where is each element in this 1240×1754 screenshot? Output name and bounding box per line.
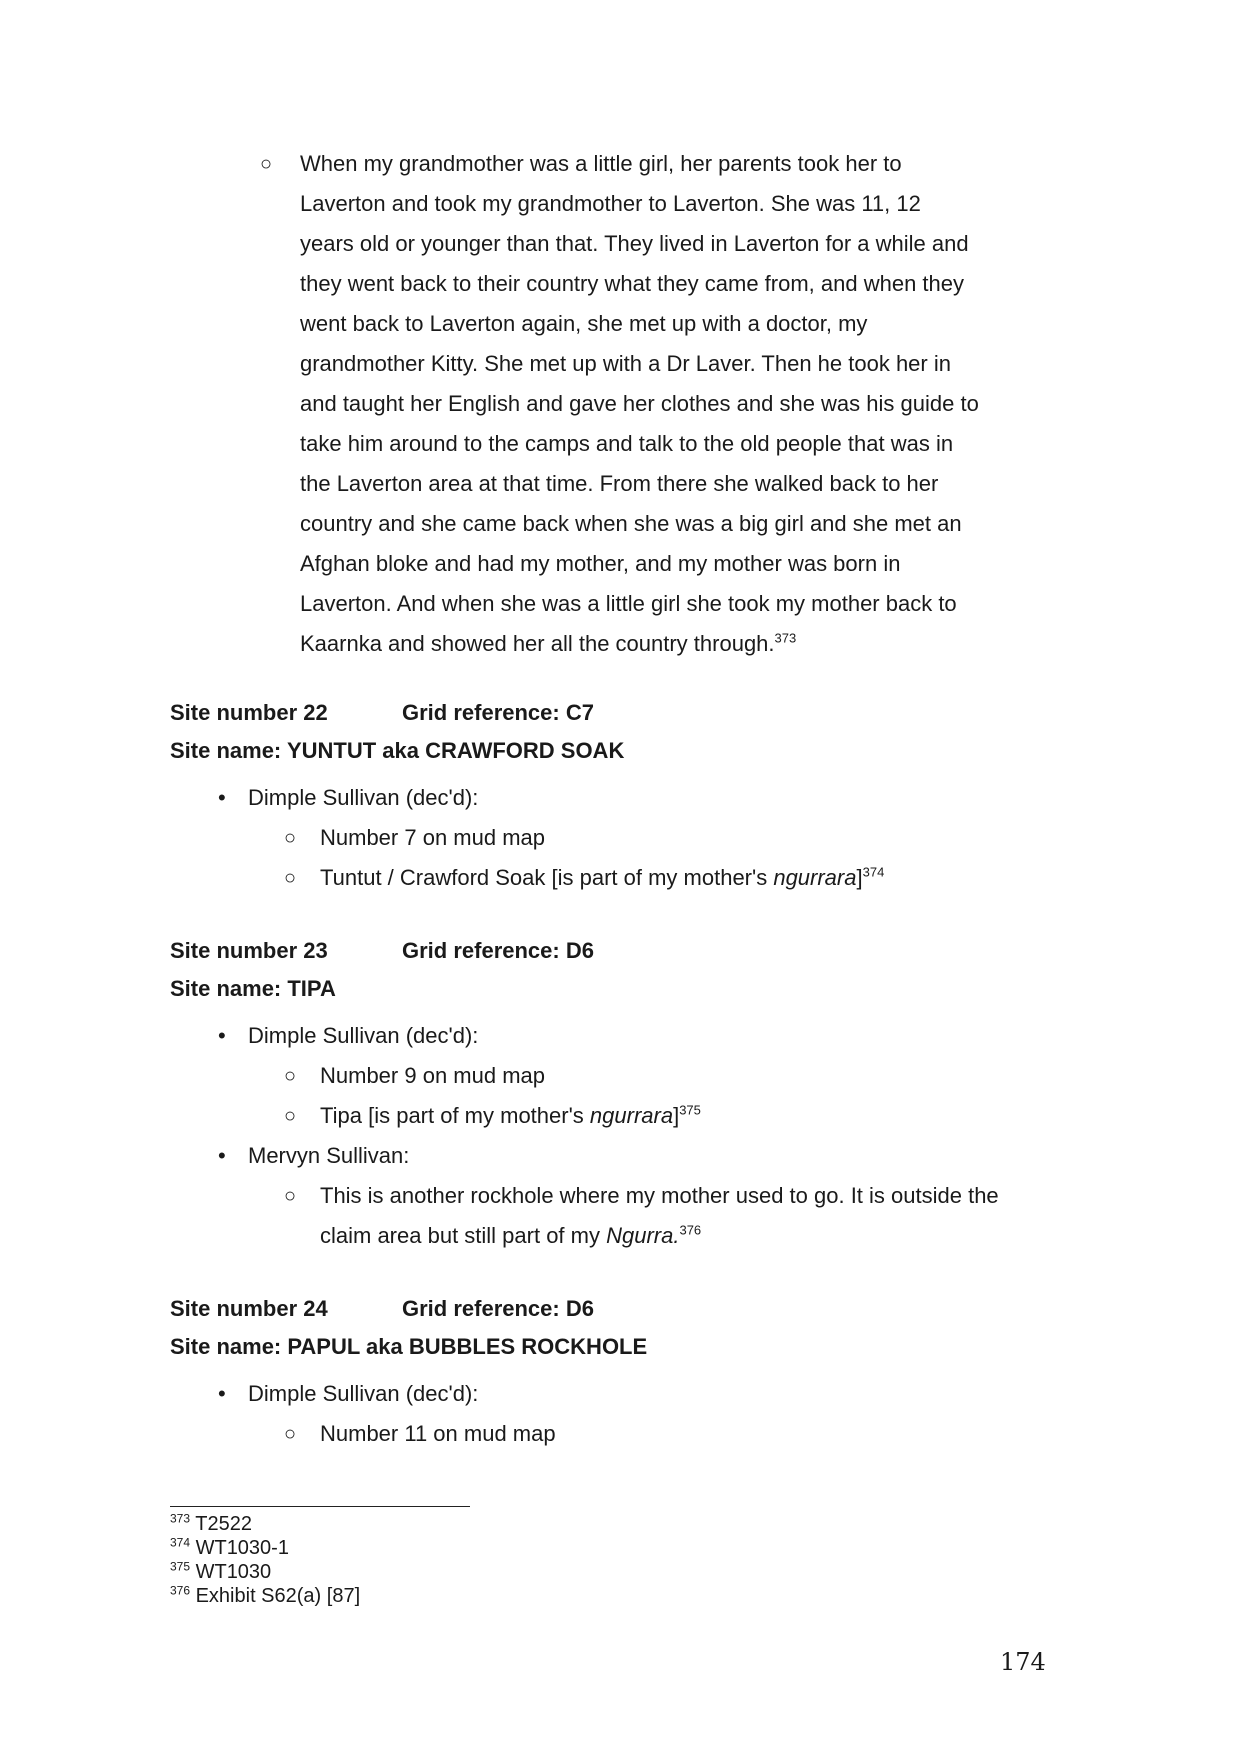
quote-line: the Laverton area at that time. From there she walked back to her: [300, 471, 939, 496]
statement-close: ]: [856, 865, 863, 890]
bullet-icon: •: [218, 1381, 226, 1406]
site-block-22: [170, 700, 1070, 898]
quote-line: country and she came back when she was a big girl and she met an: [300, 511, 962, 536]
site-heading: [170, 1296, 1070, 1334]
speaker-name: Dimple Sullivan (dec'd):: [248, 785, 479, 810]
hollow-bullet-icon: ○: [260, 153, 273, 175]
quote-line: they went back to their country what they came from, and when they: [300, 271, 965, 296]
site-block-23: [170, 938, 1070, 1256]
footnote-number: 376: [170, 1583, 191, 1598]
footnote: [170, 1560, 360, 1584]
italic-term: ngurrara: [589, 1103, 674, 1128]
hollow-bullet-icon: ○: [284, 827, 297, 849]
quote-line: Laverton and took my grandmother to Laverton. She was 11, 12: [300, 191, 921, 216]
hollow-bullet-icon: ○: [284, 1065, 297, 1087]
bullet-icon: •: [218, 1143, 226, 1168]
footnote-text: WT1030: [195, 1561, 272, 1583]
italic-term: ngurrara: [773, 865, 857, 890]
grid-reference: Grid reference: D6: [402, 938, 594, 963]
statement-text: Number 9 on mud map: [320, 1063, 545, 1088]
footnote: [170, 1584, 360, 1608]
footnote: [170, 1512, 360, 1536]
quote-line: take him around to the camps and talk to the old people that was in: [300, 431, 954, 456]
speaker-name: Mervyn Sullivan:: [248, 1143, 410, 1168]
footnote-divider: [170, 1506, 470, 1507]
footnote-text: Exhibit S62(a) [87]: [195, 1585, 361, 1607]
hollow-bullet-icon: ○: [284, 867, 297, 889]
grid-reference: Grid reference: D6: [402, 1296, 594, 1321]
site-name: Site name: PAPUL aka BUBBLES ROCKHOLE: [170, 1334, 648, 1359]
footnote-number: 373: [170, 1511, 191, 1526]
statement-text: Number 11 on mud map: [320, 1421, 556, 1446]
footnote-number: 375: [170, 1559, 191, 1574]
hollow-bullet-icon: ○: [284, 1185, 297, 1207]
site-name: Site name: TIPA: [170, 976, 336, 1001]
speaker-item: [170, 1374, 1070, 1414]
hollow-bullet-icon: ○: [284, 1105, 297, 1127]
statement-text: This is another rockhole where my mother used to go. It is outside the claim area but still part of my: [320, 1183, 999, 1248]
hollow-bullet-icon: ○: [284, 1423, 297, 1445]
bullet-icon: •: [218, 1023, 226, 1048]
statement-close: ]: [673, 1103, 680, 1128]
speaker-item: [170, 1016, 1070, 1056]
statement-item: [170, 1056, 1070, 1096]
site-heading: [170, 700, 1070, 738]
site-number: Site number 23: [170, 938, 328, 963]
speaker-list: [170, 778, 1070, 898]
speaker-name: Dimple Sullivan (dec'd):: [248, 1023, 479, 1048]
page-number: 174: [1000, 1648, 1046, 1676]
speaker-item: [170, 1136, 1070, 1176]
statement-item: [170, 1176, 1070, 1256]
speaker-list: [170, 1016, 1070, 1256]
quote-line: Afghan bloke and had my mother, and my mother was born in: [300, 551, 901, 576]
speaker-name: Dimple Sullivan (dec'd):: [248, 1381, 479, 1406]
footnotes: [170, 1512, 360, 1608]
statement-text: Number 7 on mud map: [320, 825, 545, 850]
footnote-text: T2522: [195, 1513, 252, 1535]
quote-line: When my grandmother was a little girl, her parents took her to: [300, 151, 902, 176]
site-name: Site name: YUNTUT aka CRAWFORD SOAK: [170, 738, 625, 763]
quote-line: Laverton. And when she was a little girl she took my mother back to: [300, 591, 957, 616]
footnote-reference[interactable]: 376: [679, 1222, 702, 1238]
statement-item: [170, 1096, 1070, 1136]
site-block-24: [170, 1296, 1070, 1454]
quote-line: and taught her English and gave her clothes and she was his guide to: [300, 391, 979, 416]
quote-line: went back to Laverton again, she met up with a doctor, my: [300, 311, 868, 336]
quote-line: grandmother Kitty. She met up with a Dr Laver. Then he took her in: [300, 351, 951, 376]
footnote-text: WT1030-1: [195, 1537, 289, 1559]
quote-line-last: [300, 624, 1060, 664]
bullet-icon: •: [218, 785, 226, 810]
statement-item: [170, 1414, 1070, 1454]
footnote-reference[interactable]: 373: [774, 630, 797, 646]
footnote-number: 374: [170, 1535, 191, 1550]
speaker-item: [170, 778, 1070, 818]
quote-line: years old or younger than that. They lived in Laverton for a while and: [300, 231, 969, 256]
footnote: [170, 1536, 360, 1560]
statement-item: [170, 858, 1070, 898]
site-heading: [170, 938, 1070, 976]
statement-text: Tuntut / Crawford Soak [is part of my mother's: [320, 865, 774, 890]
statement-text: Tipa [is part of my mother's: [320, 1103, 590, 1128]
footnote-reference[interactable]: 375: [679, 1102, 701, 1118]
site-number: Site number 24: [170, 1296, 328, 1321]
italic-term: Ngurra.: [606, 1223, 680, 1248]
site-number: Site number 22: [170, 700, 328, 725]
quote-list-item: [260, 144, 1060, 664]
grid-reference: Grid reference: C7: [402, 700, 594, 725]
quote-line-text: Kaarnka and showed her all the country through.: [300, 631, 775, 656]
footnote-reference[interactable]: 374: [862, 864, 885, 880]
statement-item: [170, 818, 1070, 858]
speaker-list: [170, 1374, 1070, 1454]
